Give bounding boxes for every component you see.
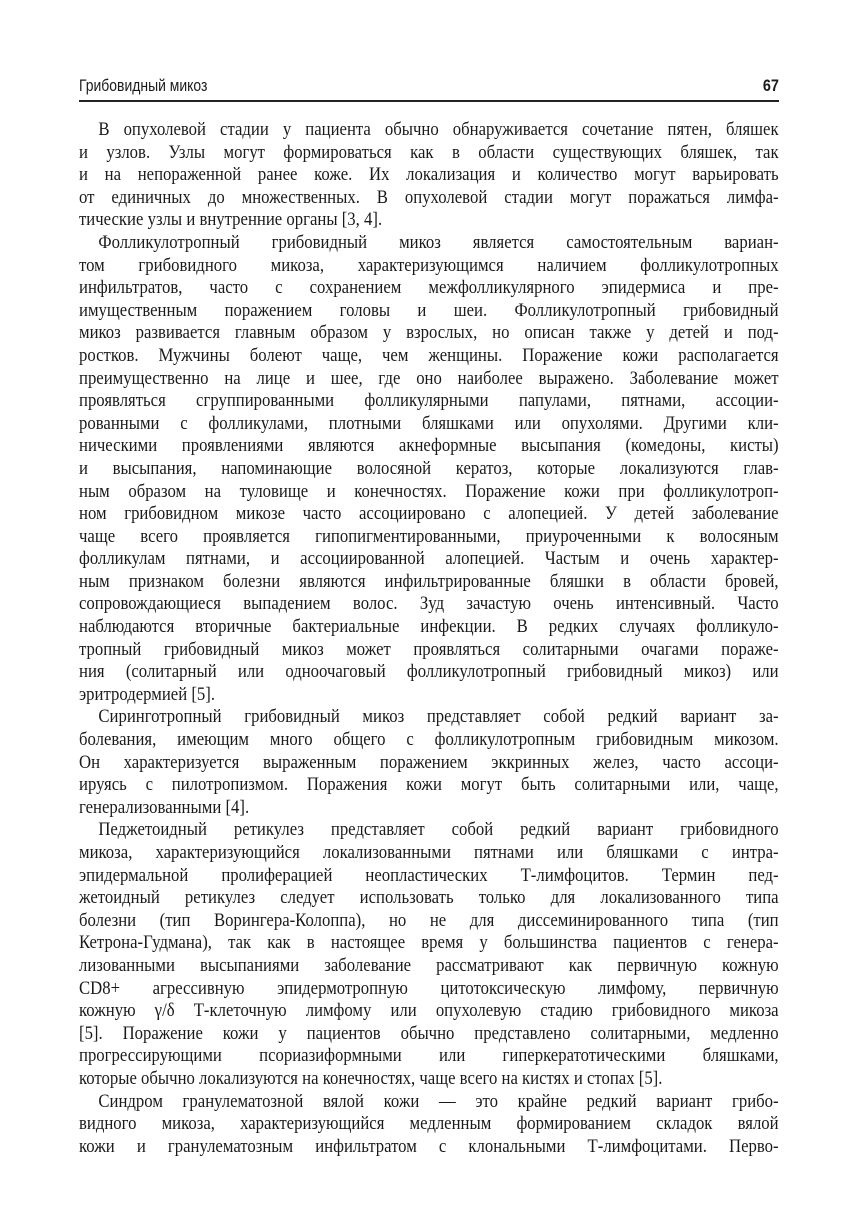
text-line: которые обычно локализуются на конечностях, чаще всего на кистях и стопах [5]. xyxy=(79,1067,663,1089)
text-line: жетоидный ретикулез следует использовать только для локализованного типа xyxy=(79,887,779,909)
text-line: ния (солитарный или одноочаговый фолликулотропный грибовидный микоз) или xyxy=(79,661,779,683)
paragraph xyxy=(79,232,779,706)
text-line: ируясь с пилотропизмом. Поражения кожи могут быть солитарными или, чаще, xyxy=(79,774,779,796)
text-line: ническими проявлениями являются акнеформные высыпания (комедоны, кисты) xyxy=(79,435,779,457)
text-line: фолликулам пятнами, и ассоциированной алопецией. Частым и очень характер- xyxy=(79,548,779,570)
text-line: рованными с фолликулами, плотными бляшками или опухолями. Другими кли- xyxy=(79,412,779,434)
text-line: сопровождающиеся выпадением волос. Зуд зачастую очень интенсивный. Часто xyxy=(79,593,779,615)
running-header xyxy=(79,76,779,102)
text-line: чаще всего проявляется гипопигментированными, приуроченными к волосяным xyxy=(79,525,779,547)
text-line: тропный грибовидный микоз может проявляться солитарными очагами пораже- xyxy=(79,638,779,660)
text-line: микоза, характеризующийся локализованными пятнами или бляшками с интра- xyxy=(79,842,779,863)
body-text xyxy=(79,119,779,1158)
text-line: Сиринготропный грибовидный микоз представляет собой редкий вариант за- xyxy=(98,706,779,728)
text-line: Он характеризуется выраженным поражением эккринных желез, часто ассоци- xyxy=(79,751,779,773)
text-line: имущественным поражением головы и шеи. Фолликулотропный грибовидный xyxy=(79,299,779,321)
text-line: проявляться сгруппированными фолликулярными папулами, пятнами, ассоции- xyxy=(79,390,779,412)
text-line: болевания, имеющим много общего с фолликулотропным грибовидным микозом. xyxy=(79,729,779,751)
text-line: эритродермией [5]. xyxy=(79,683,216,705)
text-line: Синдром гранулематозной вялой кожи — это крайне редкий вариант грибо- xyxy=(98,1090,779,1112)
text-line: кожи и гранулематозным инфильтратом с клональными Т-лимфоцитами. Перво- xyxy=(79,1135,779,1157)
text-line: ростков. Мужчины болеют чаще, чем женщины. Поражение кожи располагается xyxy=(79,344,779,366)
text-line: и высыпания, напоминающие волосяной кератоз, которые локализуются глав- xyxy=(79,457,779,479)
text-line: кожную γ/δ Т-клеточную лимфому или опухолевую стадию грибовидного микоза xyxy=(79,1000,779,1022)
paragraph xyxy=(79,819,779,1090)
text-line: [5]. Поражение кожи у пациентов обычно представлено солитарными, медленно xyxy=(79,1022,779,1044)
text-line: ным образом на туловище и конечностях. Поражение кожи при фолликулотроп- xyxy=(79,480,779,502)
text-line: инфильтратов, часто с сохранением межфолликулярного эпидермиса и пре- xyxy=(79,277,779,299)
text-line: лизованными высыпаниями заболевание рассматривают как первичную кожную xyxy=(79,954,779,976)
text-line: и узлов. Узлы могут формироваться как в области существующих бляшек, так xyxy=(79,141,779,163)
text-line: наблюдаются вторичные бактериальные инфекции. В редких случаях фолликуло- xyxy=(79,616,779,638)
page-number: 67 xyxy=(762,76,779,95)
paragraph xyxy=(79,706,779,819)
chapter-title: Грибовидный микоз xyxy=(79,76,208,95)
text-line: Педжетоидный ретикулез представляет собой редкий вариант грибовидного xyxy=(98,819,779,841)
text-line: болезни (тип Ворингера-Колоппа), но не для диссеминированного типа (тип xyxy=(79,909,779,931)
text-line: микоз развивается главным образом у взрослых, но описан также у детей и под- xyxy=(79,322,779,344)
text-line: от единичных до множественных. В опухолевой стадии могут поражаться лимфа- xyxy=(79,186,779,208)
text-line: эпидермальной пролиферацией неопластических Т-лимфоцитов. Термин пед- xyxy=(79,864,779,886)
paragraph xyxy=(79,1091,779,1159)
text-line: тические узлы и внутренние органы [3, 4]. xyxy=(79,209,383,231)
text-line: генерализованными [4]. xyxy=(79,796,250,818)
paragraph xyxy=(79,119,779,232)
text-line: прогрессирующими псориазиформными или гиперкератотическими бляшками, xyxy=(79,1045,779,1067)
text-line: видного микоза, характеризующийся медленным формированием складок вялой xyxy=(79,1113,779,1135)
text-line: и на непораженной ранее коже. Их локализация и количество могут варьировать xyxy=(79,164,779,186)
text-line: В опухолевой стадии у пациента обычно обнаруживается сочетание пятен, бляшек xyxy=(98,119,779,140)
text-line: Фолликулотропный грибовидный микоз является самостоятельным вариан- xyxy=(98,231,779,253)
text-line: ным признаком болезни являются инфильтрированные бляшки в области бровей, xyxy=(79,570,779,592)
text-line: преимущественно на лице и шее, где оно наиболее выражено. Заболевание может xyxy=(79,367,779,389)
text-line: CD8+ агрессивную эпидермотропную цитотоксическую лимфому, первичную xyxy=(79,977,779,999)
text-line: Кетрона-Гудмана), так как в настоящее время у большинства пациентов с генера- xyxy=(79,932,779,954)
text-line: ном грибовидном микозе часто ассоциировано с алопецией. У детей заболевание xyxy=(79,503,779,525)
text-line: том грибовидного микоза, характеризующимся наличием фолликулотропных xyxy=(79,254,779,276)
